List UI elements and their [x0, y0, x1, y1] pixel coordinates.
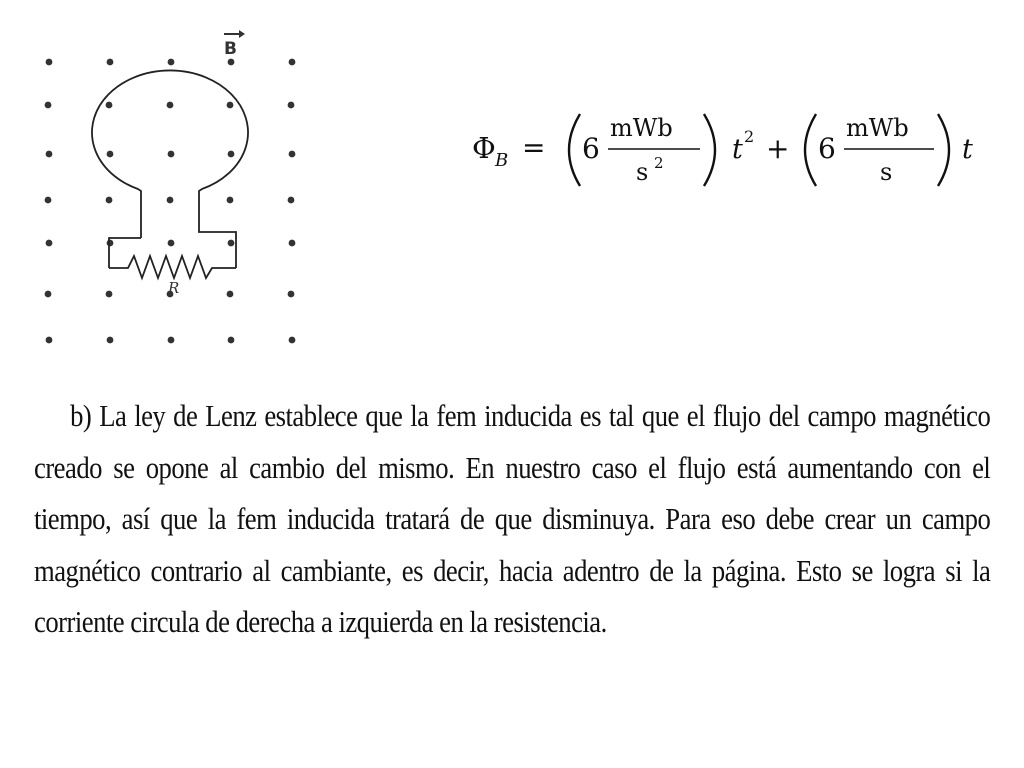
- field-dot: [168, 240, 175, 247]
- flux-equation: [470, 100, 980, 200]
- field-dot: [167, 197, 174, 204]
- field-dot: [168, 151, 175, 158]
- term2-coefficient: 6: [818, 132, 836, 165]
- field-dot: [289, 240, 296, 247]
- field-dot: [46, 59, 53, 66]
- term1-unit-denominator: s: [636, 158, 649, 186]
- field-dot: [106, 102, 113, 109]
- term1-open-paren: [569, 114, 580, 186]
- field-dot: [288, 102, 295, 109]
- field-dot: [106, 291, 113, 298]
- field-dot: [228, 151, 235, 158]
- field-dot: [228, 337, 235, 344]
- term2-unit-denominator: s: [880, 158, 893, 186]
- field-dot: [289, 151, 296, 158]
- term2-variable: t: [962, 134, 973, 165]
- field-dot: [45, 102, 52, 109]
- field-dot: [288, 291, 295, 298]
- field-dot: [107, 151, 114, 158]
- resistor-label: R: [168, 279, 180, 297]
- magnetic-field-dots: [45, 59, 296, 344]
- field-dot: [45, 197, 52, 204]
- field-dot: [228, 59, 235, 66]
- term1-unit-exponent: 2: [654, 154, 664, 172]
- field-dot: [227, 291, 234, 298]
- term2-open-paren: [805, 114, 816, 186]
- field-dot: [106, 197, 113, 204]
- field-dot: [289, 337, 296, 344]
- field-dot: [107, 240, 114, 247]
- field-dot: [107, 59, 114, 66]
- field-dot: [46, 240, 53, 247]
- circuit-figure: [20, 10, 320, 365]
- flux-subscript: B: [495, 150, 509, 171]
- field-label: B: [224, 39, 237, 59]
- field-dot: [227, 102, 234, 109]
- field-dot: [107, 337, 114, 344]
- resistor: [109, 256, 236, 278]
- term1-unit-numerator: mWb: [610, 114, 673, 142]
- field-dot: [168, 337, 175, 344]
- field-dot: [227, 197, 234, 204]
- field-dot: [168, 59, 175, 66]
- field-vector-label: [224, 30, 245, 59]
- field-dot: [167, 102, 174, 109]
- term2-unit-numerator: mWb: [846, 114, 909, 142]
- field-dot: [46, 337, 53, 344]
- plus-sign: +: [766, 132, 790, 165]
- term1-coefficient: 6: [582, 132, 600, 165]
- field-dot: [228, 240, 235, 247]
- wire-loop: [92, 70, 248, 268]
- field-dot: [289, 59, 296, 66]
- field-dot: [45, 291, 52, 298]
- flux-symbol: Φ: [472, 131, 496, 165]
- term1-variable-exponent: 2: [744, 127, 755, 146]
- explanation-paragraph: b) La ley de Lenz establece que la fem inducida es tal que el flujo del campo magnético creado se opone al cambio del mismo. En nuestro caso el flujo está aumentando con el tiempo, así que la fem inducida tratará de que disminuya. Para eso debe crear un campo magnético contrario al cambiante, es decir, hacia adentro de la página. Esto se logra si la corriente circula de derecha a izquierda en la resistencia.: [34, 398, 991, 639]
- term1-variable: t: [732, 134, 743, 165]
- field-dot: [46, 151, 53, 158]
- field-dot: [288, 197, 295, 204]
- term2-close-paren: [938, 114, 949, 186]
- term1-close-paren: [704, 114, 715, 186]
- equals-sign: =: [522, 131, 546, 164]
